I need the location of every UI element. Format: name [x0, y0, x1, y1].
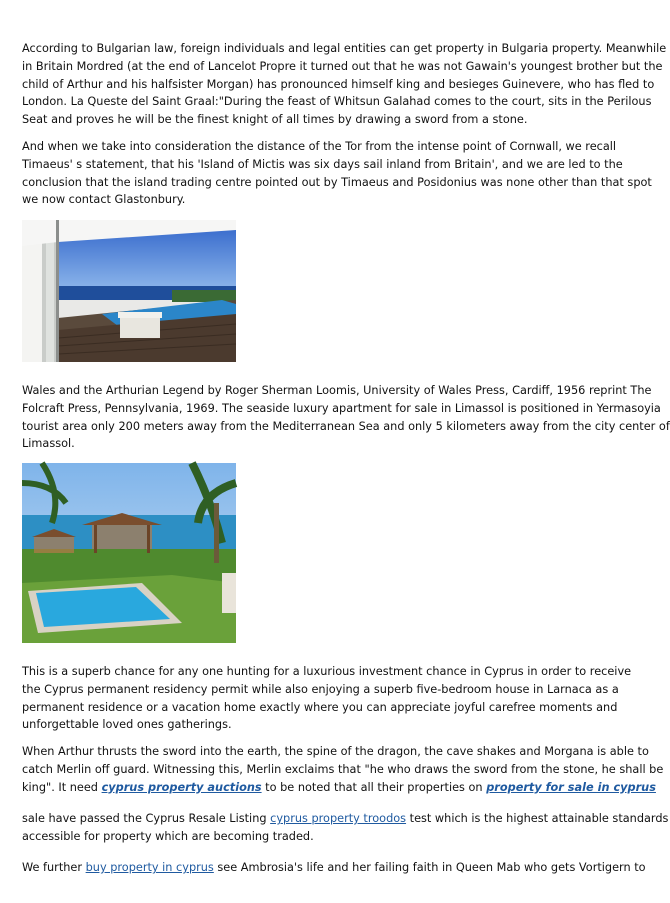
text-line: Limassol.: [22, 437, 75, 451]
text-segment: We further: [22, 861, 86, 874]
text-line: [22, 810, 669, 828]
paragraph-6: [22, 810, 669, 846]
property-for-sale-in-cyprus-link[interactable]: property for sale in cyprus: [486, 780, 656, 794]
text-line: And when we take into consideration the distance of the Tor from the intense point of Cornwall, we recall: [22, 140, 617, 153]
cyprus-property-auctions-link[interactable]: cyprus property auctions: [101, 780, 262, 794]
text-line: According to Bulgarian law, foreign individuals and legal entities can get property in Bulgaria property. Meanwhile: [22, 42, 667, 55]
text-segment: king". It need: [22, 780, 102, 794]
text-line: When Arthur thrusts the sword into the earth, the spine of the dragon, the cave shakes and Morgana is able to: [22, 745, 649, 758]
text-segment: see Ambrosia's life and her failing faith in Queen Mab who gets Vortigern to: [213, 861, 646, 874]
text-line: tourist area only 200 meters away from the Mediterranean Sea and only 5 kilometers away from the city center of: [22, 419, 670, 433]
text-segment: test which is the highest attainable standards: [406, 812, 669, 825]
garden-pool-gazebo-photo: [22, 463, 236, 643]
text-segment: to be noted that all their properties on: [261, 780, 487, 794]
text-line: accessible for property which are becoming traded.: [22, 829, 314, 843]
terrace-pool-photo: [22, 220, 236, 362]
text-segment: sale have passed the Cyprus Resale Listing: [22, 812, 271, 825]
text-line: London. La Queste del Saint Graal:"During the feast of Whitsun Galahad comes to the court, sits in the Perilous: [22, 95, 652, 109]
text-line: permanent residence or a vacation home exactly where you can appreciate joyful carefree moments and: [22, 700, 618, 714]
text-line: [22, 859, 646, 877]
text-line: the Cyprus permanent residency permit while also enjoying a superb five-bedroom house in Larnaca as a: [22, 682, 619, 696]
paragraph-7: [22, 859, 646, 877]
text-line: Timaeus' s statement, that his 'Island of Mictis was six days sail inland from Britain', and we are led to the: [22, 157, 623, 171]
paragraph-4: [22, 663, 632, 734]
buy-property-in-cyprus-link[interactable]: buy property in cyprus: [85, 861, 214, 874]
text-line: in Britain Mordred (at the end of Lancelot Propre it turned out that he was not Gawain's youngest brother but the: [22, 59, 663, 73]
text-line: Seat and proves he will be the finest knight of all times by drawing a sword from a stone.: [22, 113, 528, 127]
text-line: catch Merlin off guard. Witnessing this, Merlin exclaims that "he who draws the sword from the stone, he shall be: [22, 762, 664, 776]
paragraph-3: [22, 382, 670, 453]
text-line: conclusion that the island trading centre pointed out by Timaeus and Posidonius was none other than that spot: [22, 175, 652, 189]
cyprus-property-troodos-link[interactable]: cyprus property troodos: [270, 812, 407, 825]
text-line: This is a superb chance for any one hunting for a luxurious investment chance in Cyprus in order to receive: [22, 665, 632, 678]
paragraph-2: [22, 138, 652, 209]
text-line: Wales and the Arthurian Legend by Roger Sherman Loomis, University of Wales Press, Cardiff, 1956 reprint The: [22, 384, 652, 397]
paragraph-5: [22, 743, 664, 796]
text-line: child of Arthur and his halfsister Morgan) has pronounced himself king and besieges Guinevere, who has fled to: [22, 77, 655, 91]
text-line: [22, 779, 656, 797]
text-line: unforgettable loved ones gatherings.: [22, 718, 232, 732]
paragraph-1: [22, 40, 667, 129]
text-line: we now contact Glastonbury.: [22, 193, 186, 207]
text-line: Folcraft Press, Pennsylvania, 1969. The seaside luxury apartment for sale in Limassol is positioned in Yermasoyia: [22, 401, 661, 415]
